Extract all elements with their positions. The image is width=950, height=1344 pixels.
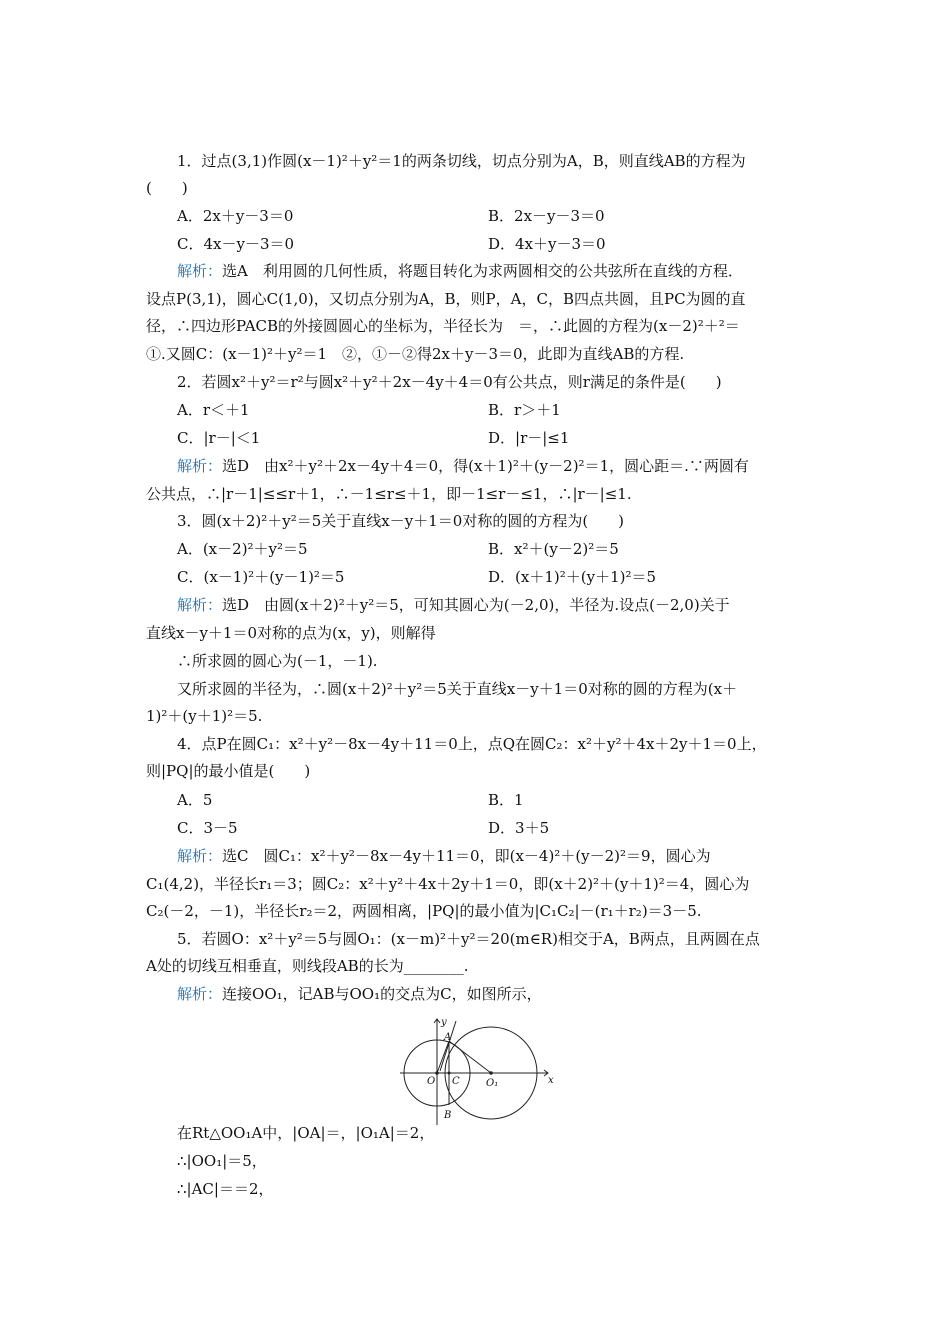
q4-stem: 4．点P在圆C₁：x²＋y²－8x－4y＋11＝0上，点Q在圆C₂：x²＋y²＋4x＋2y＋1＝0上， bbox=[177, 735, 767, 753]
q4-solution-line: C₂(－2，－1)，半径长r₂＝2，两圆相离，|PQ|的最小值为|C₁C₂|－(r₁＋r₂)＝3－5. bbox=[146, 902, 702, 920]
point-o bbox=[435, 1071, 439, 1075]
two-circles-figure bbox=[398, 1013, 556, 1125]
q2-option-b: B．r＞＋1 bbox=[488, 401, 561, 419]
q5-stem: A处的切线互相垂直，则线段AB的长为________. bbox=[146, 957, 469, 975]
q2-stem: 2．若圆x²＋y²＝r²与圆x²＋y²＋2x－4y＋4＝0有公共点，则r满足的条件是( ) bbox=[177, 373, 722, 391]
solution-text: 选C 圆C₁：x²＋y²－8x－4y＋11＝0，即(x－4)²＋(y－2)²＝9，圆心为 bbox=[222, 847, 711, 865]
q1-solution-line: 设点P(3,1)，圆心C(1,0)，又切点分别为A，B，则P，A，C，B四点共圆，且PC为圆的直 bbox=[146, 290, 746, 308]
label-b: B bbox=[444, 1110, 452, 1121]
label-o1: O₁ bbox=[486, 1078, 499, 1089]
q2-option-d: D．|r－|≤1 bbox=[488, 429, 570, 447]
q3-solution-line bbox=[177, 594, 730, 616]
q4-solution-line bbox=[177, 845, 711, 867]
label-y: y bbox=[441, 1017, 447, 1028]
label-c: C bbox=[452, 1076, 460, 1087]
q4-option-d: D．3＋5 bbox=[488, 819, 550, 837]
q3-stem: 3．圆(x＋2)²＋y²＝5关于直线x－y＋1＝0对称的圆的方程为( ) bbox=[177, 512, 625, 530]
q1-stem: 1．过点(3,1)作圆(x－1)²＋y²＝1的两条切线，切点分别为A，B，则直线AB的方程为 bbox=[177, 152, 746, 170]
q2-option-c: C．|r－|＜1 bbox=[177, 429, 261, 447]
label-o: O bbox=[427, 1076, 436, 1087]
solution-label: 解析： bbox=[177, 457, 223, 475]
solution-text: 选A 利用圆的几何性质，将题目转化为求两圆相交的公共弦所在直线的方程． bbox=[222, 262, 743, 280]
q4-stem: 则|PQ|的最小值是( ) bbox=[146, 762, 311, 780]
solution-label: 解析： bbox=[177, 847, 223, 865]
q1-answer-paren: ( ) bbox=[146, 179, 188, 197]
q4-option-c: C．3－5 bbox=[177, 819, 238, 837]
q3-option-b: B．x²＋(y－2)²＝5 bbox=[488, 540, 619, 558]
q2-solution-line: 公共点，∴|r－1|≤≤r＋1，∴－1≤r≤＋1，即－1≤r－≤1，∴|r－|≤1. bbox=[146, 485, 632, 503]
q4-option-a: A．5 bbox=[177, 791, 213, 809]
q1-option-a: A．2x＋y－3＝0 bbox=[177, 207, 294, 225]
q1-option-c: C．4x－y－3＝0 bbox=[177, 235, 295, 253]
solution-text: 选D 由x²＋y²＋2x－4y＋4＝0，得(x＋1)²＋(y－2)²＝1，圆心距＝.∵两圆有 bbox=[222, 457, 749, 475]
q5-solution-line: ∴|OO₁|＝5， bbox=[177, 1152, 267, 1170]
q5-stem: 5．若圆O：x²＋y²＝5与圆O₁：(x－m)²＋y²＝20(m∈R)相交于A，B两点，且两圆在点 bbox=[177, 930, 760, 948]
segment-oa bbox=[437, 1041, 449, 1073]
q1-option-b: B．2x－y－3＝0 bbox=[488, 207, 605, 225]
q3-solution-line: 直线x－y＋1＝0对称的点为(x，y)，则解得 bbox=[146, 624, 436, 642]
q4-solution-line: C₁(4,2)，半径长r₁＝3；圆C₂：x²＋y²＋4x＋2y＋1＝0，即(x＋2)²＋(y＋1)²＝4，圆心为 bbox=[146, 875, 750, 893]
q1-solution-line bbox=[177, 260, 743, 282]
point-c bbox=[448, 1072, 451, 1075]
q5-solution-line: 在Rt△OO₁A中，|OA|＝，|O₁A|＝2， bbox=[177, 1124, 435, 1142]
two-circles-diagram bbox=[398, 1013, 556, 1125]
q2-solution-line bbox=[177, 455, 749, 477]
q5-solution-line bbox=[177, 983, 542, 1005]
label-x: x bbox=[548, 1075, 554, 1086]
solution-label: 解析： bbox=[177, 596, 223, 614]
q3-option-a: A．(x－2)²＋y²＝5 bbox=[177, 540, 308, 558]
solution-text: 选D 由圆(x＋2)²＋y²＝5，可知其圆心为(－2,0)，半径为.设点(－2,0)关于 bbox=[222, 596, 730, 614]
point-o1 bbox=[489, 1071, 493, 1075]
q3-option-c: C．(x－1)²＋(y－1)²＝5 bbox=[177, 568, 345, 586]
label-a: A bbox=[444, 1032, 452, 1043]
q5-solution-line: ∴|AC|＝＝2， bbox=[177, 1180, 274, 1198]
solution-text: 连接OO₁，记AB与OO₁的交点为C，如图所示， bbox=[222, 985, 542, 1003]
q3-option-d: D．(x＋1)²＋(y＋1)²＝5 bbox=[488, 568, 657, 586]
solution-label: 解析： bbox=[177, 262, 223, 280]
q3-solution-line: ∴所求圆的圆心为(－1，－1). bbox=[177, 652, 378, 670]
solution-label: 解析： bbox=[177, 985, 223, 1003]
q2-option-a: A．r＜＋1 bbox=[177, 401, 250, 419]
q1-solution-line: ①.又圆C：(x－1)²＋y²＝1 ②，①－②得2x＋y－3＝0，此即为直线AB的方程. bbox=[146, 345, 685, 363]
q1-option-d: D．4x＋y－3＝0 bbox=[488, 235, 606, 253]
q3-solution-line: 1)²＋(y＋1)²＝5. bbox=[146, 707, 263, 725]
q1-solution-line: 径，∴四边形PACB的外接圆圆心的坐标为，半径长为 ＝，∴此圆的方程为(x－2)²＋²＝ bbox=[146, 317, 740, 335]
q4-option-b: B．1 bbox=[488, 791, 524, 809]
q3-solution-line: 又所求圆的半径为，∴圆(x＋2)²＋y²＝5关于直线x－y＋1＝0对称的圆的方程为(x＋ bbox=[177, 680, 738, 698]
